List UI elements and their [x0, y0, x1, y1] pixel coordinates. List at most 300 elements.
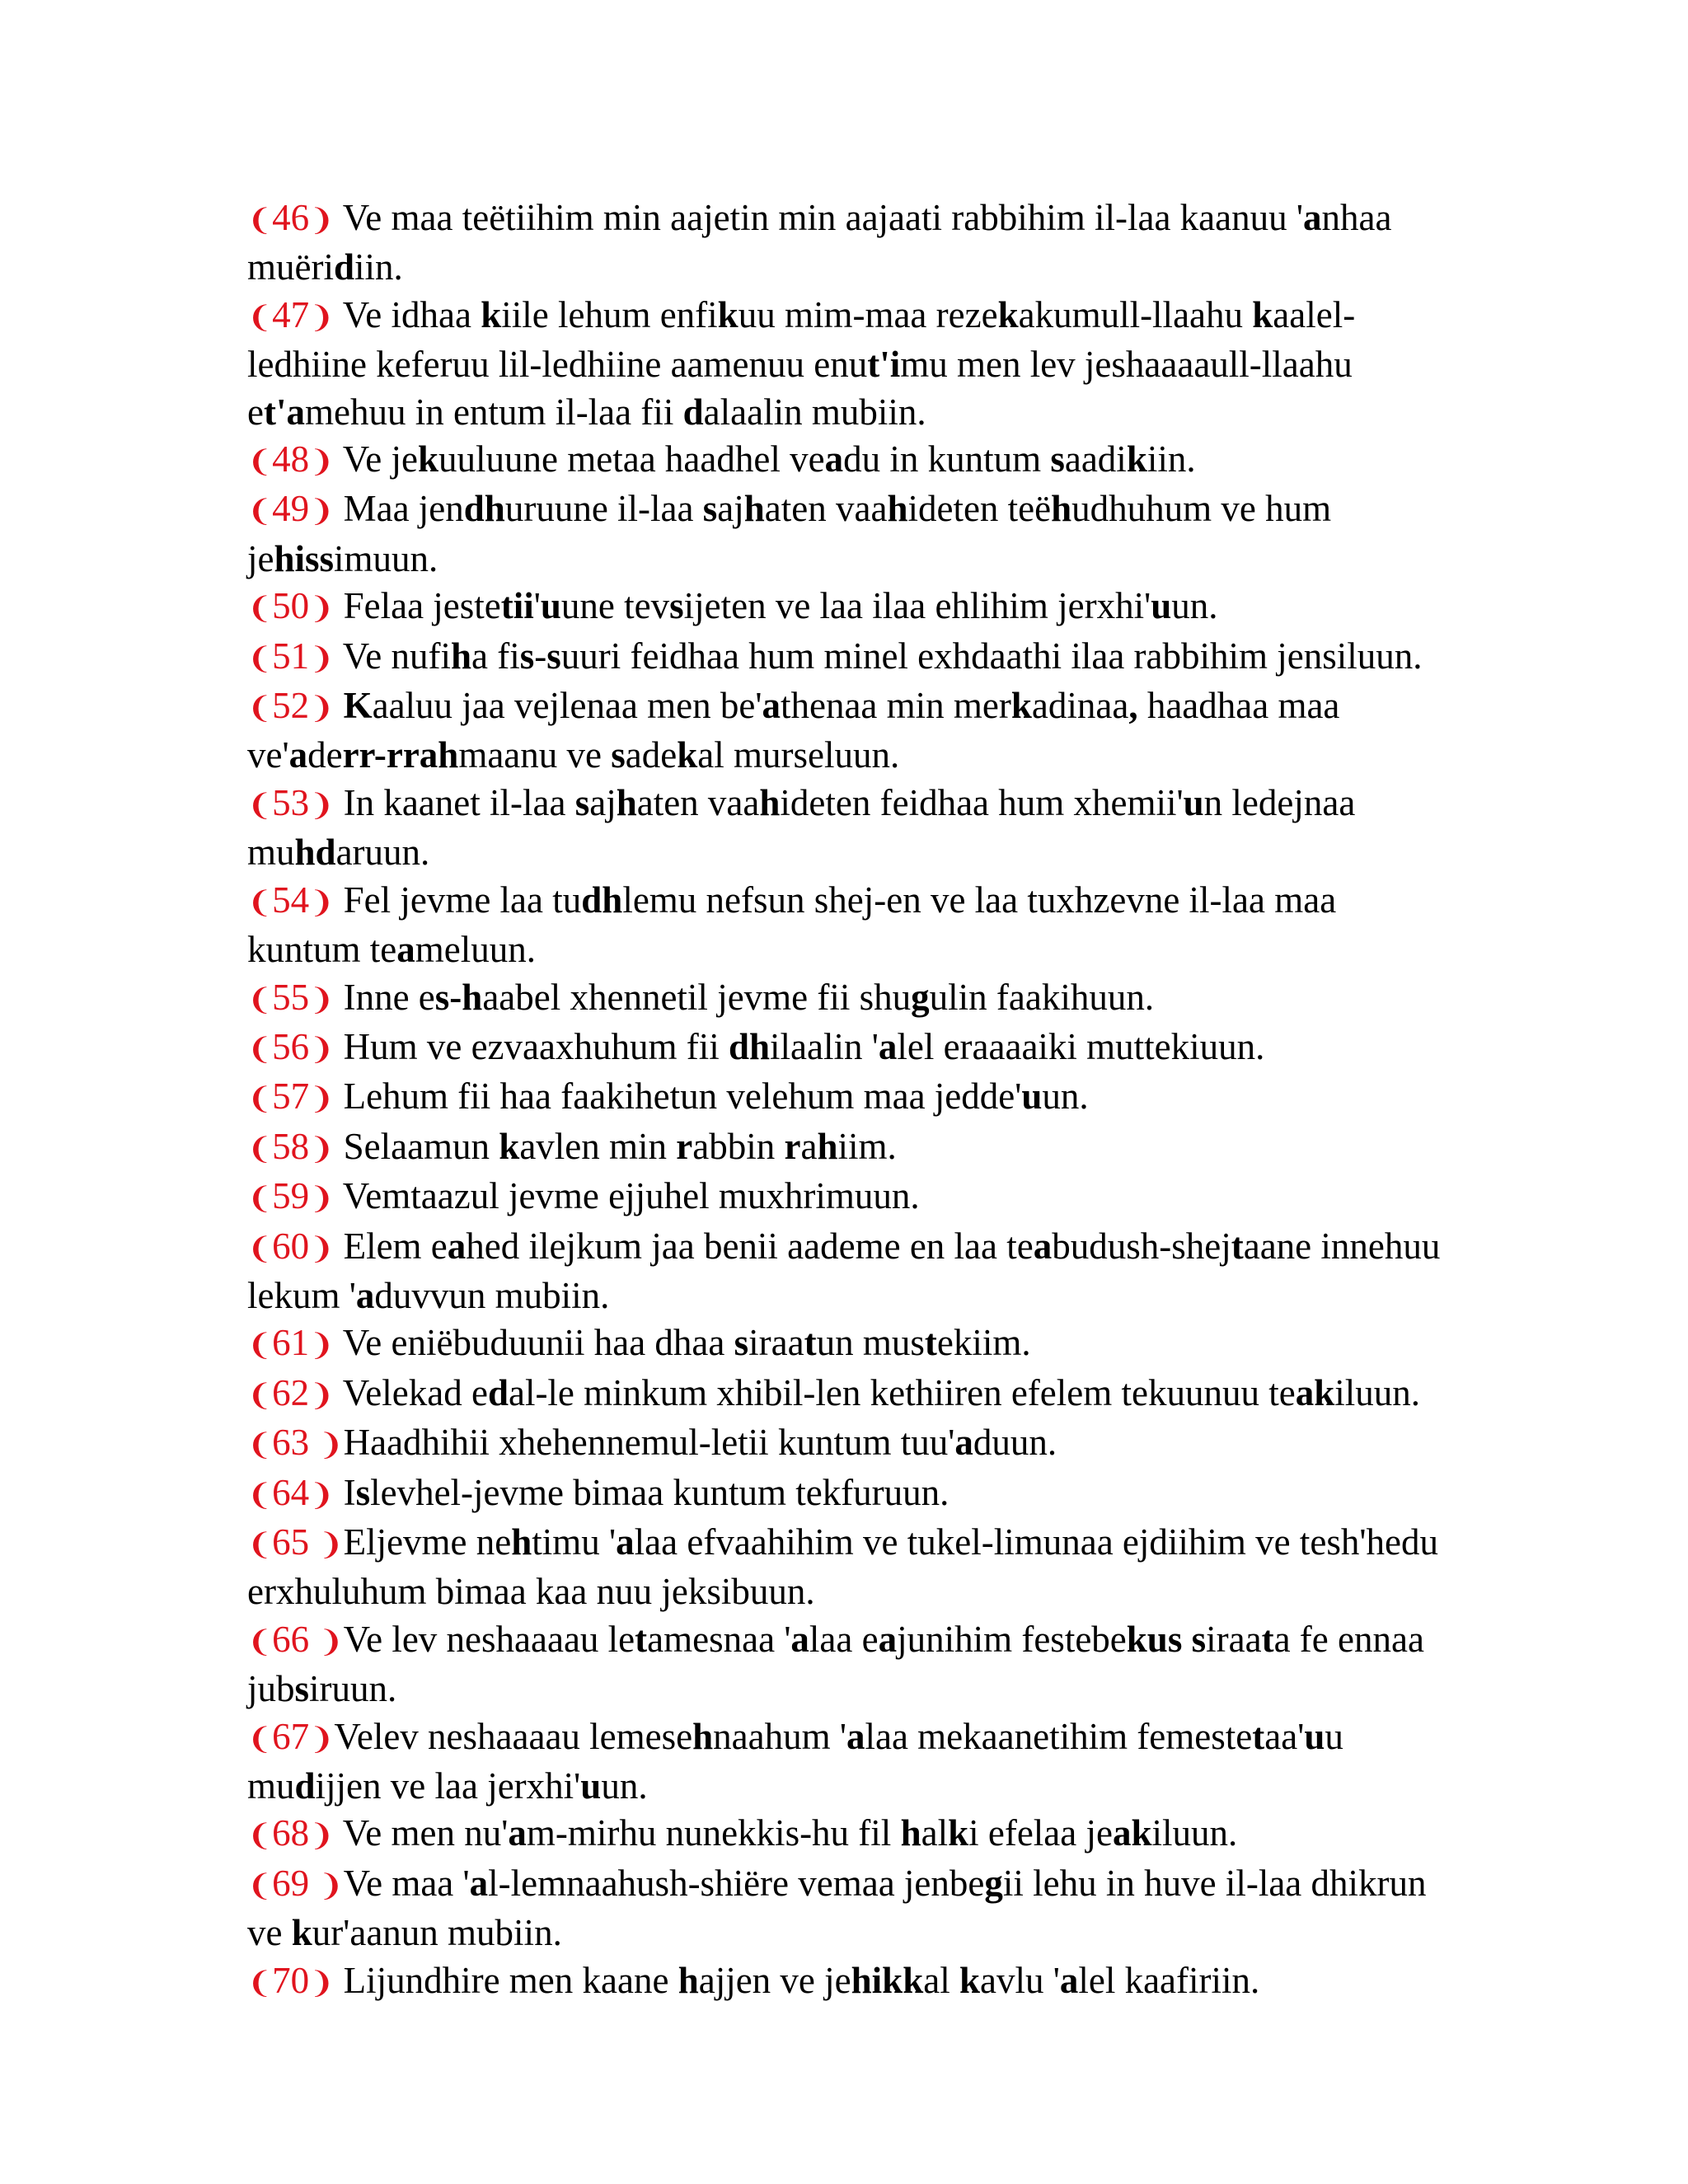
verse-text: Lijundhire men kaane	[343, 1959, 678, 2001]
verse-text: Eljevme ne	[343, 1521, 512, 1563]
verse-text: ijeten ve laa ilaa ehlihim jerxhi'	[683, 585, 1151, 627]
verse-text: a fi	[471, 635, 520, 677]
emphasized-letter: a	[508, 1812, 527, 1854]
verse-53	[247, 780, 1451, 877]
verse-text: thenaa min mer	[780, 685, 1011, 727]
ornate-bracket-left-icon: ❨	[247, 300, 273, 335]
emphasized-letter: s	[702, 488, 718, 530]
ornate-bracket-right-icon: ❩	[309, 1329, 335, 1363]
verse-text: un.	[1042, 1076, 1089, 1118]
verse-text: uuri feidhaa hum minel exhdaathi ilaa rabbihim jensiluun.	[560, 635, 1423, 677]
verse-number-marker	[247, 197, 334, 238]
emphasized-letter: t	[924, 1322, 937, 1364]
verse-number-marker	[247, 1422, 344, 1463]
verse-number: 59	[272, 1175, 310, 1217]
verse-text: ideten teë	[907, 488, 1052, 530]
verse-70	[247, 1957, 1451, 2007]
verse-text: un mus	[816, 1322, 925, 1364]
ornate-bracket-right-icon: ❩	[309, 300, 335, 335]
emphasized-letter: s	[611, 734, 626, 776]
verse-text: ade	[625, 734, 678, 776]
emphasized-letter: hikk	[851, 1959, 924, 2001]
emphasized-letter: t'a	[263, 391, 305, 433]
emphasized-letter: h	[759, 781, 781, 823]
verse-69	[247, 1860, 1451, 1957]
verse-55	[247, 974, 1451, 1024]
ornate-bracket-left-icon: ❨	[247, 1378, 273, 1413]
emphasized-letter: k	[1010, 685, 1032, 727]
emphasized-letter: s-h	[434, 976, 483, 1018]
ornate-bracket-left-icon: ❨	[247, 1966, 273, 2000]
emphasized-letter: g	[984, 1862, 1003, 1904]
emphasized-letter: d	[487, 1371, 509, 1413]
emphasized-letter: h	[451, 635, 472, 677]
emphasized-letter: t	[1231, 1225, 1244, 1267]
verse-text: Ve je	[342, 438, 418, 480]
verse-number-marker	[247, 1619, 344, 1660]
verse-64	[247, 1469, 1451, 1519]
verse-number: 57	[272, 1076, 310, 1118]
verse-text: alaalin mubiin.	[703, 391, 926, 433]
verse-number: 47	[272, 293, 310, 335]
ornate-bracket-right-icon: ❩	[309, 1082, 335, 1117]
emphasized-letter: h	[616, 781, 637, 823]
verse-text: In kaanet il-laa	[343, 781, 575, 823]
verse-number-marker	[247, 685, 334, 726]
ornate-bracket-left-icon: ❨	[247, 1182, 273, 1216]
verse-number: 62	[272, 1371, 310, 1413]
emphasized-letter: k	[499, 1125, 520, 1167]
emphasized-letter: a	[1033, 1225, 1053, 1267]
verse-number: 56	[272, 1025, 310, 1067]
emphasized-letter: d	[333, 246, 354, 288]
emphasized-letter: t'i	[867, 344, 901, 386]
verse-text: iluun.	[1151, 1812, 1238, 1854]
ornate-bracket-right-icon: ❩	[309, 788, 335, 823]
emphasized-letter: u	[1304, 1715, 1325, 1757]
verse-text: Hum ve ezvaaxhuhum fii	[343, 1025, 729, 1067]
emphasized-letter: h	[678, 1959, 699, 2001]
verse-text: Elem e	[343, 1225, 448, 1267]
verse-text: un.	[1171, 585, 1218, 627]
emphasized-letter: a	[469, 1862, 489, 1904]
verse-text: adinaa	[1031, 685, 1129, 727]
emphasized-letter: a	[762, 685, 781, 727]
verse-text: aabel xhennetil jevme fii shu	[482, 976, 912, 1018]
verse-text: Inne e	[343, 976, 435, 1018]
emphasized-letter: kus	[1126, 1618, 1183, 1660]
ornate-bracket-right-icon: ❩	[309, 1722, 335, 1756]
ornate-bracket-left-icon: ❨	[247, 592, 273, 626]
ornate-bracket-left-icon: ❨	[247, 1527, 273, 1562]
verse-number-marker	[247, 1226, 334, 1267]
ornate-bracket-left-icon: ❨	[247, 1722, 273, 1756]
emphasized-letter: k	[418, 438, 439, 480]
ornate-bracket-left-icon: ❨	[247, 1819, 273, 1854]
ornate-bracket-left-icon: ❨	[247, 1868, 273, 1903]
verse-text: l-lemnaahush-shiëre vemaa jenbe	[488, 1862, 985, 1904]
emphasized-letter: h	[743, 488, 765, 530]
ornate-bracket-left-icon: ❨	[247, 641, 273, 676]
emphasized-letter: a	[355, 1274, 375, 1316]
verse-text: Maa jen	[343, 488, 464, 530]
verse-number: 49	[272, 488, 310, 530]
emphasized-letter: k	[948, 1812, 969, 1854]
ornate-bracket-left-icon: ❨	[247, 1082, 273, 1117]
verse-text: al-le minkum xhibil-len kethiiren efelem tekuunuu te	[508, 1371, 1296, 1413]
verse-text: al	[921, 1812, 949, 1854]
emphasized-letter: s	[1191, 1618, 1207, 1660]
emphasized-letter: d	[294, 1765, 316, 1807]
verse-number: 70	[272, 1959, 310, 2001]
verse-text: n ledejnaa mu	[247, 781, 1356, 874]
verse-number-marker	[247, 977, 334, 1018]
emphasized-letter: k	[717, 293, 738, 335]
verse-text: meluun.	[415, 929, 536, 971]
emphasized-letter: r	[784, 1125, 801, 1167]
verse-number-marker	[247, 879, 334, 921]
verse-number: 51	[272, 635, 310, 677]
ornate-bracket-left-icon: ❨	[247, 885, 273, 920]
verse-text: levhel-jevme bimaa kuntum tekfuruun.	[370, 1471, 950, 1513]
emphasized-letter: d	[682, 391, 704, 433]
verse-number-marker	[247, 1812, 334, 1854]
emphasized-letter: a	[1302, 197, 1322, 238]
verse-number-marker	[247, 1716, 334, 1757]
emphasized-letter: a	[447, 1225, 467, 1267]
verse-number: 67	[272, 1715, 310, 1757]
verse-text: Ve idhaa	[342, 293, 481, 335]
emphasized-letter: a	[288, 734, 308, 776]
ornate-bracket-left-icon: ❨	[247, 494, 273, 529]
verse-number: 68	[272, 1812, 310, 1854]
emphasized-letter: s	[546, 635, 561, 677]
verse-68	[247, 1810, 1451, 1859]
verse-text: al murseluun.	[697, 734, 900, 776]
emphasized-letter: ak	[1295, 1371, 1335, 1413]
verse-text: Ve nufi	[342, 635, 452, 677]
verse-text: iraa	[748, 1322, 804, 1364]
verse-number: 69	[272, 1862, 319, 1904]
verse-number: 63	[272, 1422, 319, 1464]
emphasized-letter: k	[291, 1912, 312, 1954]
emphasized-letter: k	[997, 293, 1019, 335]
ornate-bracket-right-icon: ❩	[309, 1819, 335, 1854]
verse-67	[247, 1713, 1451, 1811]
emphasized-letter: k	[1126, 438, 1147, 480]
verse-text: uruune il-laa	[504, 488, 703, 530]
verse-text: amesnaa '	[647, 1618, 791, 1660]
verse-58	[247, 1123, 1451, 1173]
verse-text: une tev	[560, 585, 670, 627]
emphasized-letter: dh	[728, 1025, 771, 1067]
ornate-bracket-left-icon: ❨	[247, 788, 273, 823]
verse-number-marker	[247, 1026, 334, 1067]
verse-text: duun.	[973, 1422, 1057, 1464]
verse-text: Ve maa teëtiihim min aajetin min aajaati rabbihim il-laa kaanuu '	[342, 197, 1303, 238]
verse-number-marker	[247, 1960, 334, 2001]
ornate-bracket-left-icon: ❨	[247, 1231, 273, 1266]
verse-59	[247, 1173, 1451, 1222]
ornate-bracket-right-icon: ❩	[309, 1378, 335, 1413]
verse-number-marker	[247, 1175, 334, 1216]
verse-text: lel eraaaaiki muttekiuun.	[897, 1025, 1265, 1067]
verse-number: 65	[272, 1521, 319, 1563]
verse-text: haadhaa maa ve'	[247, 685, 1340, 776]
emphasized-letter: u	[540, 585, 561, 627]
verse-text: avlen min	[519, 1125, 677, 1167]
verse-text: Vemtaazul jevme ejjuhel muxhrimuun.	[342, 1175, 920, 1217]
emphasized-letter: h	[692, 1715, 714, 1757]
verse-number: 48	[272, 438, 310, 480]
verse-text: aj	[717, 488, 744, 530]
emphasized-letter: k	[677, 734, 698, 776]
verse-text: ekiim.	[936, 1322, 1031, 1364]
ornate-bracket-right-icon: ❩	[309, 494, 335, 529]
verse-56	[247, 1024, 1451, 1073]
ornate-bracket-right-icon: ❩	[318, 1428, 344, 1463]
emphasized-letter: s	[519, 635, 535, 677]
verse-text: lel kaafiriin.	[1078, 1959, 1260, 2001]
verse-text: imuun.	[334, 537, 438, 579]
verse-number-marker	[247, 585, 334, 626]
emphasized-letter: t	[1252, 1715, 1265, 1757]
verse-text: Haadhihii xhehennemul-letii kuntum tuu'	[343, 1422, 955, 1464]
ornate-bracket-right-icon: ❩	[309, 1966, 335, 2000]
verse-text: Ve lev neshaaaau le	[343, 1618, 635, 1660]
verse-number: 58	[272, 1125, 310, 1167]
ornate-bracket-right-icon: ❩	[318, 1527, 344, 1562]
verse-text: iraa	[1206, 1618, 1262, 1660]
verse-text: ijjen ve laa jerxhi'	[315, 1765, 581, 1807]
verse-number-marker	[247, 635, 334, 677]
verse-number: 64	[272, 1471, 310, 1513]
verse-text: aalel-ledhiine keferuu lil-ledhiine aamenuu enu	[247, 293, 1356, 386]
verse-text: i efelaa je	[968, 1812, 1113, 1854]
emphasized-letter: a	[878, 1618, 898, 1660]
verse-66	[247, 1616, 1451, 1713]
ornate-bracket-right-icon: ❩	[309, 204, 335, 237]
verse-text: Felaa jeste	[343, 585, 501, 627]
emphasized-letter: ak	[1112, 1812, 1152, 1854]
emphasized-letter: k	[959, 1959, 980, 2001]
verse-number: 50	[272, 585, 310, 627]
emphasized-letter: h	[900, 1812, 921, 1854]
verse-text: ajjen ve je	[698, 1959, 851, 2001]
ornate-bracket-right-icon: ❩	[309, 1132, 335, 1166]
emphasized-letter: u	[1021, 1076, 1043, 1118]
verse-number-marker	[247, 1126, 334, 1167]
verse-65	[247, 1519, 1451, 1616]
verse-text: Selaamun	[343, 1125, 499, 1167]
verse-46	[247, 194, 1451, 292]
emphasized-letter: tii	[500, 585, 534, 627]
verse-text: m-mirhu nunekkis-hu fil	[526, 1812, 901, 1854]
verse-text: iim.	[837, 1125, 897, 1167]
emphasized-letter: h	[511, 1521, 532, 1563]
verse-list	[247, 194, 1451, 2007]
verse-text: un.	[601, 1765, 648, 1807]
verse-54	[247, 877, 1451, 974]
emphasized-letter: a	[616, 1521, 635, 1563]
verse-63	[247, 1419, 1451, 1469]
emphasized-letter: g	[911, 976, 930, 1018]
verse-text: hed ilejkum jaa benii aademe en laa te	[466, 1225, 1034, 1267]
verse-number-marker	[247, 782, 334, 823]
emphasized-letter: a	[790, 1618, 809, 1660]
verse-62	[247, 1370, 1451, 1419]
emphasized-letter: hd	[294, 832, 336, 874]
emphasized-letter: t	[804, 1322, 817, 1364]
verse-text: Ve maa '	[343, 1862, 470, 1904]
verse-text: akumull-llaahu	[1018, 293, 1253, 335]
verse-text: Ve men nu'	[342, 1812, 509, 1854]
verse-60	[247, 1223, 1451, 1320]
ornate-bracket-left-icon: ❨	[247, 691, 273, 726]
ornate-bracket-right-icon: ❩	[309, 445, 335, 480]
emphasized-letter: k	[481, 293, 502, 335]
verse-text: uuluune metaa haadhel ve	[438, 438, 825, 480]
verse-number: 55	[272, 976, 310, 1018]
ornate-bracket-right-icon: ❩	[309, 691, 335, 726]
emphasized-letter: K	[343, 685, 373, 727]
verse-47	[247, 292, 1451, 436]
verse-51	[247, 633, 1451, 682]
verse-number: 53	[272, 781, 310, 823]
emphasized-letter: s	[1050, 438, 1065, 480]
ornate-bracket-left-icon: ❨	[247, 1428, 273, 1463]
verse-number: 61	[272, 1322, 310, 1364]
verse-number-marker	[247, 294, 334, 335]
emphasized-letter: hiss	[274, 537, 335, 579]
verse-number: 52	[272, 685, 310, 727]
verse-text: ideten feidhaa hum xhemii'	[780, 781, 1184, 823]
ornate-bracket-right-icon: ❩	[309, 1478, 335, 1512]
ornate-bracket-right-icon: ❩	[309, 982, 335, 1017]
verse-text: nhaa muëri	[247, 197, 1392, 288]
ornate-bracket-right-icon: ❩	[309, 885, 335, 920]
verse-49	[247, 485, 1451, 583]
verse-text: de	[307, 734, 343, 776]
verse-61	[247, 1319, 1451, 1369]
verse-text: ii lehu in huve il-laa dhikrun ve	[247, 1862, 1427, 1954]
emphasized-letter: a	[1059, 1959, 1079, 2001]
emphasized-letter: u	[580, 1765, 602, 1807]
verse-text: ilaalin '	[770, 1025, 879, 1067]
verse-text: al	[923, 1959, 959, 2001]
emphasized-letter: h	[817, 1125, 838, 1167]
verse-text: naahum '	[713, 1715, 846, 1757]
emphasized-letter: h	[1051, 488, 1072, 530]
verse-text: duvvun mubiin.	[374, 1274, 610, 1316]
ornate-bracket-left-icon: ❨	[247, 445, 273, 480]
verse-number: 46	[272, 197, 310, 238]
ornate-bracket-right-icon: ❩	[318, 1624, 344, 1659]
ornate-bracket-left-icon: ❨	[247, 1329, 273, 1363]
emphasized-letter: k	[1252, 293, 1273, 335]
verse-number-marker	[247, 1863, 344, 1904]
emphasized-letter: u	[1151, 585, 1172, 627]
verse-text: ur'aanun mubiin.	[312, 1912, 562, 1954]
ornate-bracket-left-icon: ❨	[247, 204, 273, 237]
verse-text: uu mim-maa reze	[738, 293, 998, 335]
ornate-bracket-left-icon: ❨	[247, 1032, 273, 1066]
ornate-bracket-right-icon: ❩	[309, 592, 335, 626]
verse-text: laa mekaanetihim femeste	[865, 1715, 1253, 1757]
verse-text: timu '	[532, 1521, 617, 1563]
emphasized-letter: s	[669, 585, 684, 627]
ornate-bracket-right-icon: ❩	[309, 1231, 335, 1266]
verse-text: '	[533, 585, 541, 627]
verse-number: 60	[272, 1225, 310, 1267]
verse-text: a fe ennaa jub	[247, 1618, 1424, 1710]
verse-text: lemu nefsun shej-en ve laa tuxhzevne il-laa maa kuntum te	[247, 879, 1337, 971]
ornate-bracket-left-icon: ❨	[247, 1132, 273, 1166]
ornate-bracket-left-icon: ❨	[247, 1624, 273, 1659]
verse-text: aane innehuu lekum '	[247, 1225, 1441, 1316]
verse-text: I	[343, 1471, 356, 1513]
verse-text: Fel jevme laa tu	[343, 879, 582, 921]
emphasized-letter: ,	[1128, 685, 1138, 727]
verse-text: budush-shej	[1052, 1225, 1231, 1267]
verse-text: Velev neshaaaau lemese	[334, 1715, 693, 1757]
verse-text: mu men lev jeshaaaaull-llaahu e	[247, 344, 1353, 433]
ornate-bracket-left-icon: ❨	[247, 982, 273, 1017]
verse-text: iile lehum enfi	[501, 293, 718, 335]
verse-text: aj	[589, 781, 617, 823]
verse-text: avlu '	[980, 1959, 1060, 2001]
emphasized-letter: a	[954, 1422, 973, 1464]
ornate-bracket-left-icon: ❨	[247, 1478, 273, 1512]
verse-text: iluun.	[1334, 1371, 1420, 1413]
verse-text: u mu	[247, 1715, 1343, 1807]
verse-text: Velekad e	[342, 1371, 488, 1413]
verse-number: 54	[272, 879, 310, 921]
verse-52	[247, 682, 1451, 780]
verse-number-marker	[247, 1521, 344, 1563]
emphasized-letter: a	[824, 438, 844, 480]
verse-text: -	[534, 635, 547, 677]
emphasized-letter: s	[574, 781, 590, 823]
verse-text: aten vaa	[764, 488, 888, 530]
verse-text: aaluu jaa vejlenaa men be'	[372, 685, 762, 727]
verse-text: junihim festebe	[897, 1618, 1127, 1660]
emphasized-letter: r	[676, 1125, 693, 1167]
verse-text: abbin	[692, 1125, 785, 1167]
verse-text: aten vaa	[636, 781, 760, 823]
verse-57	[247, 1073, 1451, 1122]
verse-text: laa efvaahihim ve tukel-limunaa ejdiihim ve tesh'hedu erxhuluhum bimaa kaa nuu jeksibuun.	[247, 1521, 1438, 1613]
emphasized-letter: t	[635, 1618, 648, 1660]
emphasized-letter: a	[396, 929, 415, 971]
ornate-bracket-right-icon: ❩	[309, 1182, 335, 1216]
verse-text: Lehum fii haa faakihetun velehum maa jedde'	[343, 1076, 1022, 1118]
verse-text: a	[800, 1125, 818, 1167]
verse-text: aruun.	[335, 832, 430, 874]
emphasized-letter: h	[887, 488, 908, 530]
verse-text: du in kuntum	[843, 438, 1051, 480]
emphasized-letter: s	[734, 1322, 749, 1364]
emphasized-letter: t	[1261, 1618, 1274, 1660]
verse-number-marker	[247, 1472, 334, 1513]
verse-text	[1182, 1619, 1191, 1660]
emphasized-letter: s	[294, 1668, 310, 1710]
verse-number-marker	[247, 1076, 334, 1117]
emphasized-letter: a	[878, 1025, 898, 1067]
ornate-bracket-right-icon: ❩	[318, 1868, 344, 1903]
verse-text: iin.	[1146, 438, 1196, 480]
verse-text: Ve eniëbuduunii haa dhaa	[342, 1322, 734, 1364]
